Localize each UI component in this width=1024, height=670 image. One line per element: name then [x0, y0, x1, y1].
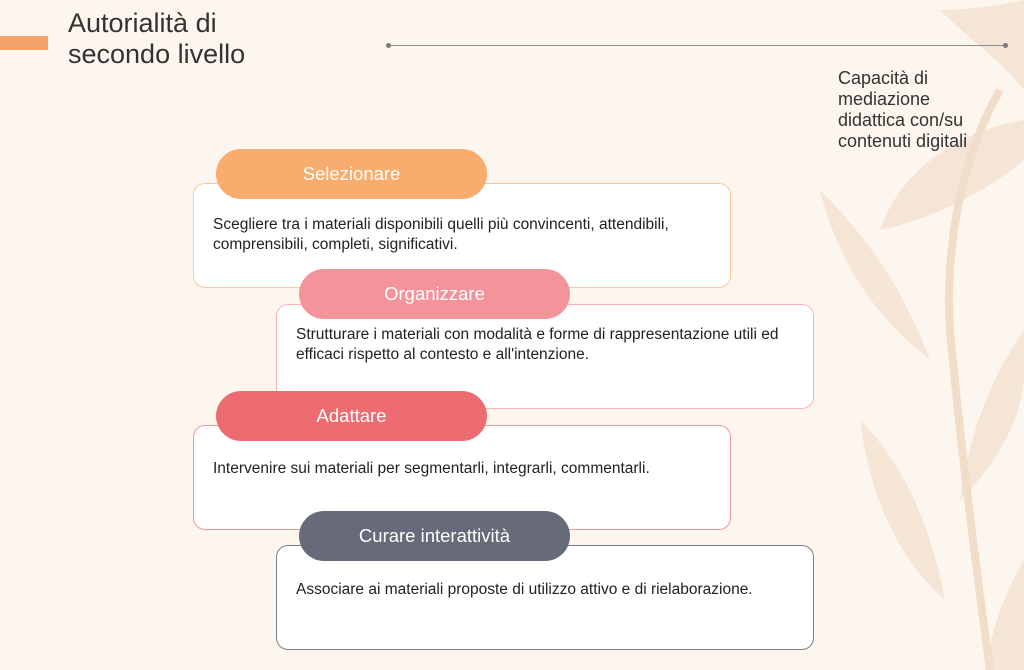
step-description-organizzare: Strutturare i materiali con modalità e forme di rappresentazione utili ed efficaci rispetto al contesto e all'intenzione.: [296, 326, 779, 363]
page-title: [68, 8, 368, 70]
step-description-curare-interattivita: Associare ai materiali proposte di utilizzo attivo e di rielaborazione.: [296, 581, 753, 598]
header-rule: [388, 45, 1006, 46]
side-caption-line-2: mediazione: [838, 89, 931, 109]
step-pill-adattare: Adattare: [216, 391, 487, 441]
side-caption-line-4: contenuti digitali: [838, 131, 968, 151]
step-pill-selezionare: Selezionare: [216, 149, 487, 199]
accent-bar: [0, 36, 48, 50]
title-line-1: Autorialità di: [68, 8, 217, 38]
title-line-2: secondo livello: [68, 39, 246, 69]
side-caption-line-3: didattica con/su: [838, 110, 964, 130]
step-pill-organizzare: Organizzare: [299, 269, 570, 319]
rule-dot-left: [386, 43, 391, 48]
side-caption-line-1: Capacità di: [838, 68, 929, 88]
side-caption: [838, 68, 1018, 152]
rule-dot-right: [1003, 43, 1008, 48]
step-pill-curare-interattivita: Curare interattività: [299, 511, 570, 561]
step-description-selezionare: Scegliere tra i materiali disponibili quelli più convincenti, attendibili, comprensibili, completi, significativi.: [213, 216, 669, 253]
step-description-adattare: Intervenire sui materiali per segmentarli, integrarli, commentarli.: [213, 460, 650, 477]
